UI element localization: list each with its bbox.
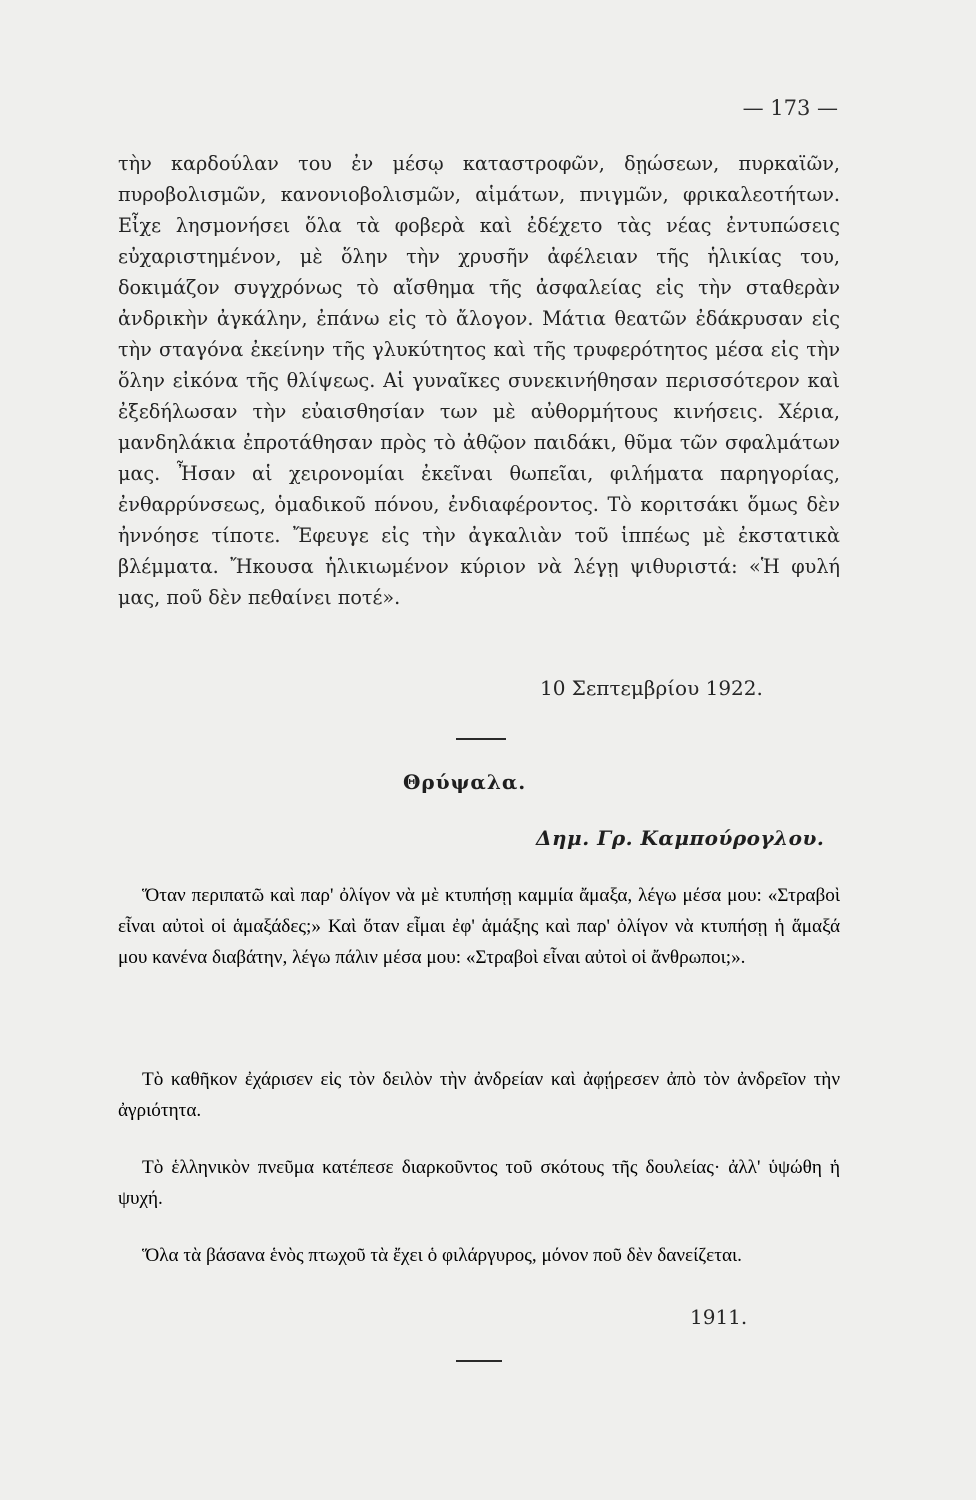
second-section-year: 1911.	[690, 1305, 748, 1329]
aphorism-4	[118, 1240, 840, 1271]
closing-divider	[456, 1360, 502, 1362]
author-name: Δημ. Γρ. Καμπούρογλου.	[536, 826, 825, 850]
section-title: Θρύψαλα.	[403, 770, 527, 794]
aphorism-3	[118, 1152, 840, 1214]
aphorism-paragraph: Ὅλα τὰ βάσανα ἑνὸς πτωχοῦ τὰ ἔχει ὁ φιλάργυρος, μόνον ποῦ δὲν δανείζεται.	[142, 1245, 742, 1266]
section-divider	[456, 738, 506, 740]
page-number: — 173 —	[742, 96, 838, 120]
aphorism-1	[118, 880, 840, 973]
first-section-date: 10 Σεπτεμβρίου 1922.	[540, 676, 763, 700]
aphorism-paragraph: Ὅταν περιπατῶ καὶ παρ' ὀλίγον νὰ μὲ κτυπήσῃ καμμία ἄμαξα, λέγω μέσα μου: «Στραβοὶ εἶναι αὐτοὶ οἱ ἁμαξάδες;» Καὶ ὅταν εἶμαι ἐφ' ἁμάξης καὶ παρ' ὀλίγον νὰ κτυπήσῃ ἡ ἅμαξά μου κανένα διαβάτην, λέγω πάλιν μέσα μου: «Στραβοὶ εἶναι αὐτοὶ οἱ ἄνθρωποι;».	[118, 885, 840, 968]
continued-paragraph: τὴν καρδούλαν του ἐν μέσῳ καταστροφῶν, δῃώσεων, πυρκαϊῶν, πυροβολισμῶν, κανονιοβολισμῶν, αἱμάτων, πνιγμῶν, φρικαλεοτήτων. Εἶχε λησμονήσει ὅλα τὰ φοβερὰ καὶ ἐδέχετο τὰς νέας ἐντυπώσεις εὐχαριστημένον, μὲ ὅλην τὴν χρυσῆν ἀφέλειαν τῆς ἡλικίας του, δοκιμάζον συγχρόνως τὸ αἴσθημα τῆς ἀσφαλείας εἰς τὴν σταθερὰν ἀνδρικὴν ἀγκάλην, ἐπάνω εἰς τὸ ἄλογον. Μάτια θεατῶν ἐδάκρυσαν εἰς τὴν σταγόνα ἐκείνην τῆς γλυκύτητος καὶ τῆς τρυφερότητος μέσα εἰς τὴν ὅλην εἰκόνα τῆς θλίψεως. Αἱ γυναῖκες συνεκινήθησαν περισσότερον καὶ ἐξεδήλωσαν τὴν εὐαισθησίαν των μὲ αὐθορμήτους κινήσεις. Χέρια, μανδηλάκια ἐπροτάθησαν πρὸς τὸ ἀθῷον παιδάκι, θῦμα τῶν σφαλμάτων μας. Ἦσαν αἱ χειρονομίαι ἐκεῖναι θωπεῖαι, φιλήματα παρηγορίας, ἐνθαρρύνσεως, ὁμαδικοῦ πόνου, ἐνδιαφέροντος. Τὸ κοριτσάκι ὅμως δὲν ἠννόησε τίποτε. Ἔφευγε εἰς τὴν ἀγκαλιὰν τοῦ ἱππέως μὲ ἐκστατικὰ βλέμματα. Ἤκουσα ἡλικιωμένον κύριον νὰ λέγῃ ψιθυριστά: «Ἡ φυλή μας, ποῦ δὲν πεθαίνει ποτέ».	[118, 152, 840, 609]
aphorism-2	[118, 1064, 840, 1126]
aphorism-paragraph: Τὸ ἑλληνικὸν πνεῦμα κατέπεσε διαρκοῦντος τοῦ σκότους τῆς δουλείας· ἀλλ' ὑψώθη ἡ ψυχή.	[118, 1157, 840, 1209]
continued-text-block	[118, 148, 840, 613]
aphorism-paragraph: Τὸ καθῆκον ἐχάρισεν εἰς τὸν δειλὸν τὴν ἀνδρείαν καὶ ἀφῄρεσεν ἀπὸ τὸν ἀνδρεῖον τὴν ἀγριότητα.	[118, 1069, 840, 1121]
